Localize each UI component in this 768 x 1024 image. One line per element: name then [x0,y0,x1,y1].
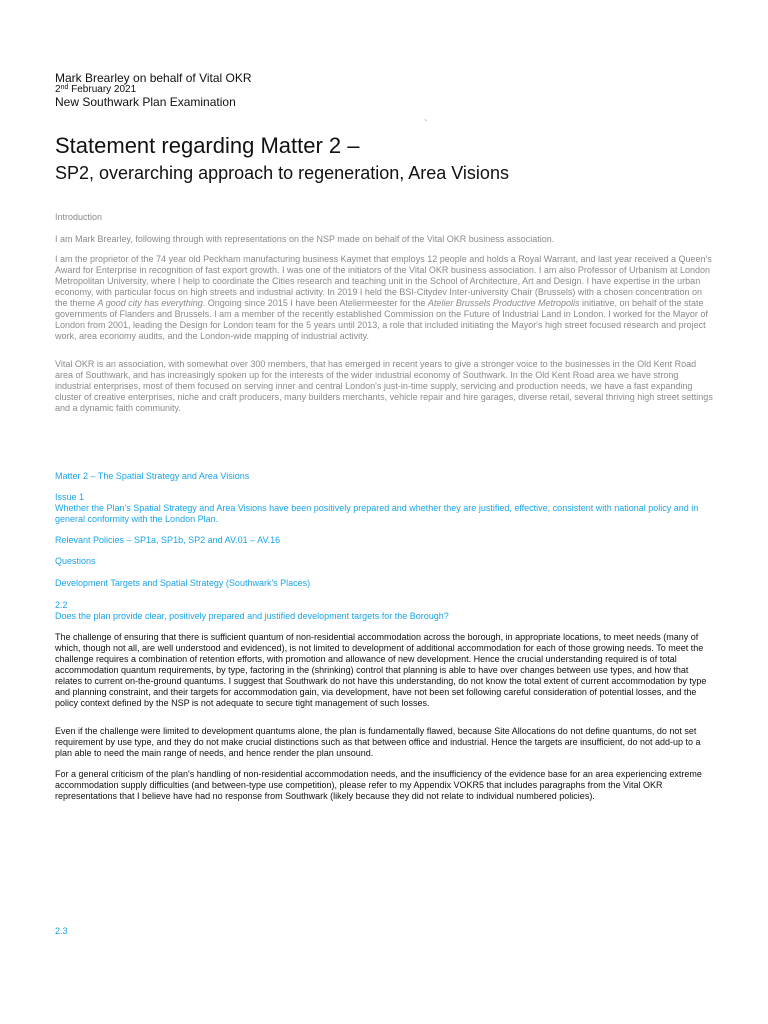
issue-label: Issue 1 [55,492,85,502]
next-question-number: 2.3 [55,926,68,936]
intro-p2-text-a: I am the proprietor of the 74 year old Peckham manufacturing business Kaymet that employs 12 people and holds a Royal Warrant, and last year received a Queen's Award for Enterprise in recognition of fast export growth. I was one of the initiators of the Vital OKR business association. I am also Professor of Urbanism at London Metropolitan University, where I help to coordinate the Cities research and teaching unit in the School of Architecture, Art and Design. I have expertise in the urban economy, with particular focus on high streets and industrial activity. In 2019 I held the BSI-Citydev Inter-university Chair (Brussels) with a chosen concentration on the theme [55,254,712,308]
intro-p2-text-c: initiative, on behalf of the state governments of Flanders and Brussels. I am a member of the recently established Commission on the Future of Industrial Land in London. I worked for the Mayor of London from 2001, leading the Design for London team for the 5 years until 2013, a role that included initiating the Mayor's high street focused research and project work, area economy audits, and the London-wide mapping of industrial activity. [55,298,708,341]
issue-text: Whether the Plan's Spatial Strategy and Area Visions have been positively prepared and whether they are justified, effective, consistent with national policy and in general conformity with the London Plan. [55,503,699,524]
intro-paragraph-3: Vital OKR is an association, with somewhat over 300 members, that has emerged in recent years to give a stronger voice to the businesses in the Old Kent Road area of Southwark, and has increasingly spoken up for the interests of the wider industrial economy of Southwark. In the Old Kent Road area we have strong industrial enterprises, most of them focused on serving inner and central London's just-in-time supply, servicing and production needs, we have a fast expanding cluster of creative enterprises, niche and craft producers, many builders merchants, vehicle repair and hire garages, diverse retail, several thriving high street settings and a dynamic faith community. [55,359,713,413]
intro-p2-text-b: . Ongoing since 2015 I have been Ateliermeester for the [202,298,428,308]
intro-paragraph-1: I am Mark Brearley, following through with representations on the NSP made on behalf of the Vital OKR business association. [55,234,555,244]
intro-paragraph-2 [55,254,715,342]
date-suffix: nd [60,84,69,91]
relevant-policies: Relevant Policies – SP1a, SP1b, SP2 and AV.01 – AV.16 [55,535,281,545]
question-number: 2.2 [55,600,68,610]
author-line: Mark Brearley on behalf of Vital OKR [55,71,252,85]
page-subtitle: SP2, overarching approach to regeneration, Area Visions [55,163,509,183]
questions-heading: Questions [55,556,96,566]
page-title: Statement regarding Matter 2 – [55,133,360,158]
intro-heading: Introduction [55,212,103,222]
document-date [55,84,136,95]
intro-p2-italic-2: Atelier Brussels Productive Metropolis [427,298,580,308]
section-heading: Development Targets and Spatial Strategy (Southwark's Places) [55,578,311,588]
date-rest: February 2021 [68,84,137,95]
response-paragraph-2: Even if the challenge were limited to development quantums alone, the plan is fundamentally flawed, because Site Allocations do not define quantums, do not set requirement by use type, and they do not make crucial distinctions such as that between office and industrial. Hence the targets are insufficient, do not add-up to a plan able to need the main range of needs, and hence render the plan unsound. [55,726,701,758]
intro-p2-italic-1: A good city has everything [97,298,203,308]
response-paragraph-1: The challenge of ensuring that there is sufficient quantum of non-residential accommodation across the borough, in appropriate locations, to meet needs (many of which, though not all, are well understood and evidenced), is not limited to development of additional accommodation for each of those growing needs. To meet the challenge requires a combination of retention efforts, with promotion and allowance of new development. Hence the crucial understanding required is of total accommodation quantum requirements, by type, factoring in the (shrinking) control that planning is able to have over changes between use types, and how that relates to current on-the-ground quantums. I suggest that Southwark do not have this understanding, do not know the total extent of current accommodation by type and planning constraint, and their targets for accommodation gain, via development, have not been set following careful consideration of potential losses, and the policy context defined by the NSP is not adequate to secure tight management of such losses. [55,632,707,708]
question-text: Does the plan provide clear, positively prepared and justified development targets for the Borough? [55,611,449,621]
date-day: 2 [55,84,61,95]
stray-mark: ` [424,119,428,130]
matter-heading: Matter 2 – The Spatial Strategy and Area Visions [55,471,250,481]
examination-line: New Southwark Plan Examination [55,95,236,109]
response-paragraph-3: For a general criticism of the plan's handling of non-residential accommodation needs, and the insufficiency of the evidence base for an area experiencing extreme accommodation supply difficulties (and between-type use competition), please refer to my Appendix VOKR5 that includes paragraphs from the Vital OKR representations that I believe have had no response from Southwark (likely because they did not relate to individual numbered policies). [55,769,702,801]
